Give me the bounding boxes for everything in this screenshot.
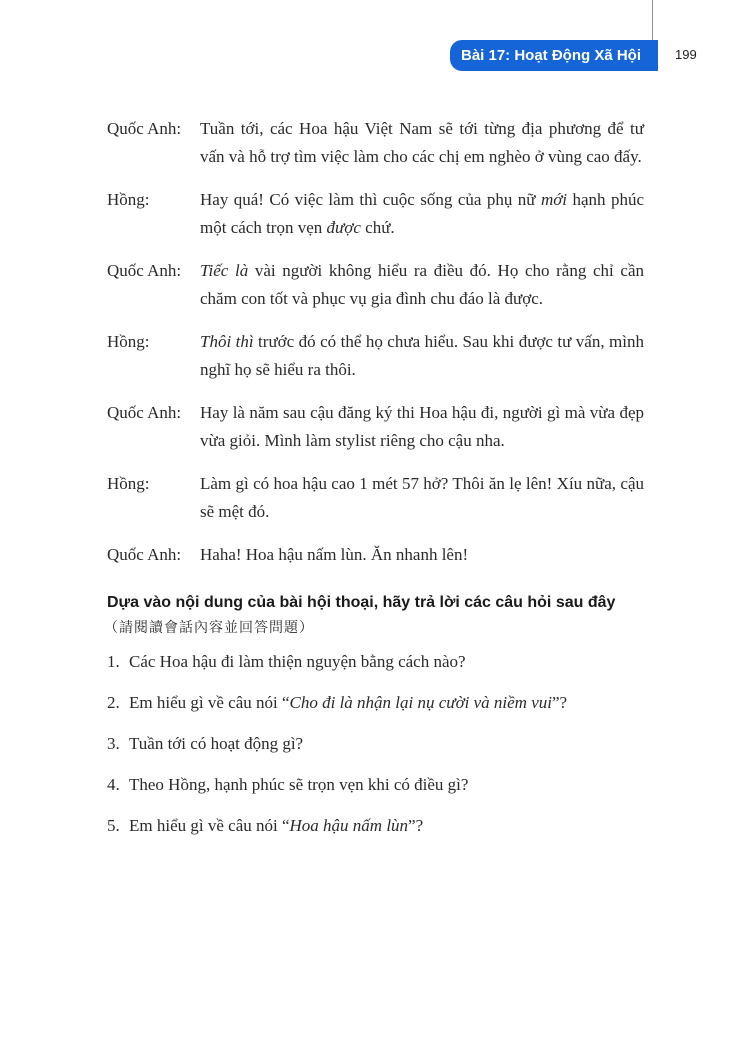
speaker-name: Quốc Anh: [107,261,182,280]
dialogue-turn [107,470,647,526]
text-segment: Tuần tới, các Hoa hậu Việt Nam sẽ tới từng địa phương để tư vấn và hỗ trợ tìm việc làm cho các chị em nghèo ở vùng cao đấy. [200,119,644,166]
dialogue-turn [107,328,647,384]
question-text [129,771,468,799]
speaker-name: Hồng: [107,190,150,209]
questions-subheading: （請閱讀會話內容並回答問題） [104,620,314,636]
text-segment: Hay quá! Có việc làm thì cuộc sống của phụ nữ [200,190,541,209]
dialogue-turn [107,257,647,313]
question-number: 4. [107,775,120,794]
dialogue-line [200,186,644,242]
text-segment: Em hiểu gì về câu nói “ [129,693,290,712]
question-number: 2. [107,693,120,712]
dialogue-turn [107,115,647,171]
text-segment: Theo Hồng, hạnh phúc sẽ trọn vẹn khi có điều gì? [129,775,469,794]
page-number: 199 [675,47,697,62]
text-segment: chứ. [360,218,395,237]
question-item [107,648,647,676]
italic-text: Thôi thì [200,332,254,351]
text-segment: vài người không hiểu ra điều đó. Họ cho rằng chỉ cần chăm con tốt và phục vụ gia đình chu đáo là được. [200,261,644,308]
dialogue-line [200,541,644,569]
italic-text: mới [540,190,568,209]
speaker-name: Hồng: [107,474,150,493]
chapter-title: Bài 17: Hoạt Động Xã Hội [460,47,642,64]
text-segment: ”? [551,693,568,712]
speaker-name: Quốc Anh: [107,403,182,422]
text-segment: Hay là năm sau cậu đăng ký thi Hoa hậu đi, người gì mà vừa đẹp vừa giỏi. Mình làm stylist riêng cho cậu nha. [200,403,644,450]
text-segment: Tuần tới có hoạt động gì? [129,734,304,753]
italic-text: Tiếc là [200,261,249,280]
dialogue-turn [107,186,647,242]
question-item [107,771,647,799]
question-text [129,689,567,717]
dialogue [107,115,647,584]
speaker-name: Quốc Anh: [107,545,182,564]
dialogue-line [200,115,644,171]
italic-text: Hoa hậu nấm lùn [289,816,409,835]
speaker-name: Hồng: [107,332,150,351]
questions-list [107,648,647,853]
text-segment: Haha! Hoa hậu nấm lùn. Ăn nhanh lên! [200,545,469,564]
question-number: 3. [107,734,120,753]
dialogue-turn [107,399,647,455]
question-item [107,730,647,758]
question-item [107,689,647,717]
text-segment: trước đó có thể họ chưa hiểu. Sau khi được tư vấn, mình nghĩ họ sẽ hiểu ra thôi. [200,332,645,379]
question-number: 1. [107,652,120,671]
dialogue-line [200,328,644,384]
question-text [129,648,466,676]
dialogue-turn [107,541,647,569]
text-segment: Làm gì có hoa hậu cao 1 mét 57 hở? Thôi ăn lẹ lên! Xíu nữa, cậu sẽ mệt đó. [200,474,644,521]
italic-text: được [326,218,361,237]
dialogue-line [200,470,644,526]
text-segment: ”? [408,816,424,835]
italic-text: Cho đi là nhận lại nụ cười và niềm vui [289,693,552,712]
speaker-name: Quốc Anh: [107,119,182,138]
questions-heading: Dựa vào nội dung của bài hội thoại, hãy trả lời các câu hỏi sau đây [107,594,616,611]
chapter-title-tab [450,40,658,71]
question-item [107,812,647,840]
text-segment: hạnh phúc một cách trọn vẹn [200,190,644,237]
question-text [129,812,423,840]
text-segment: Em hiểu gì về câu nói “ [129,816,290,835]
dialogue-line [200,257,644,313]
question-text [129,730,303,758]
text-segment: Các Hoa hậu đi làm thiện nguyện bằng cách nào? [129,652,466,671]
dialogue-line [200,399,644,455]
question-number: 5. [107,816,120,835]
